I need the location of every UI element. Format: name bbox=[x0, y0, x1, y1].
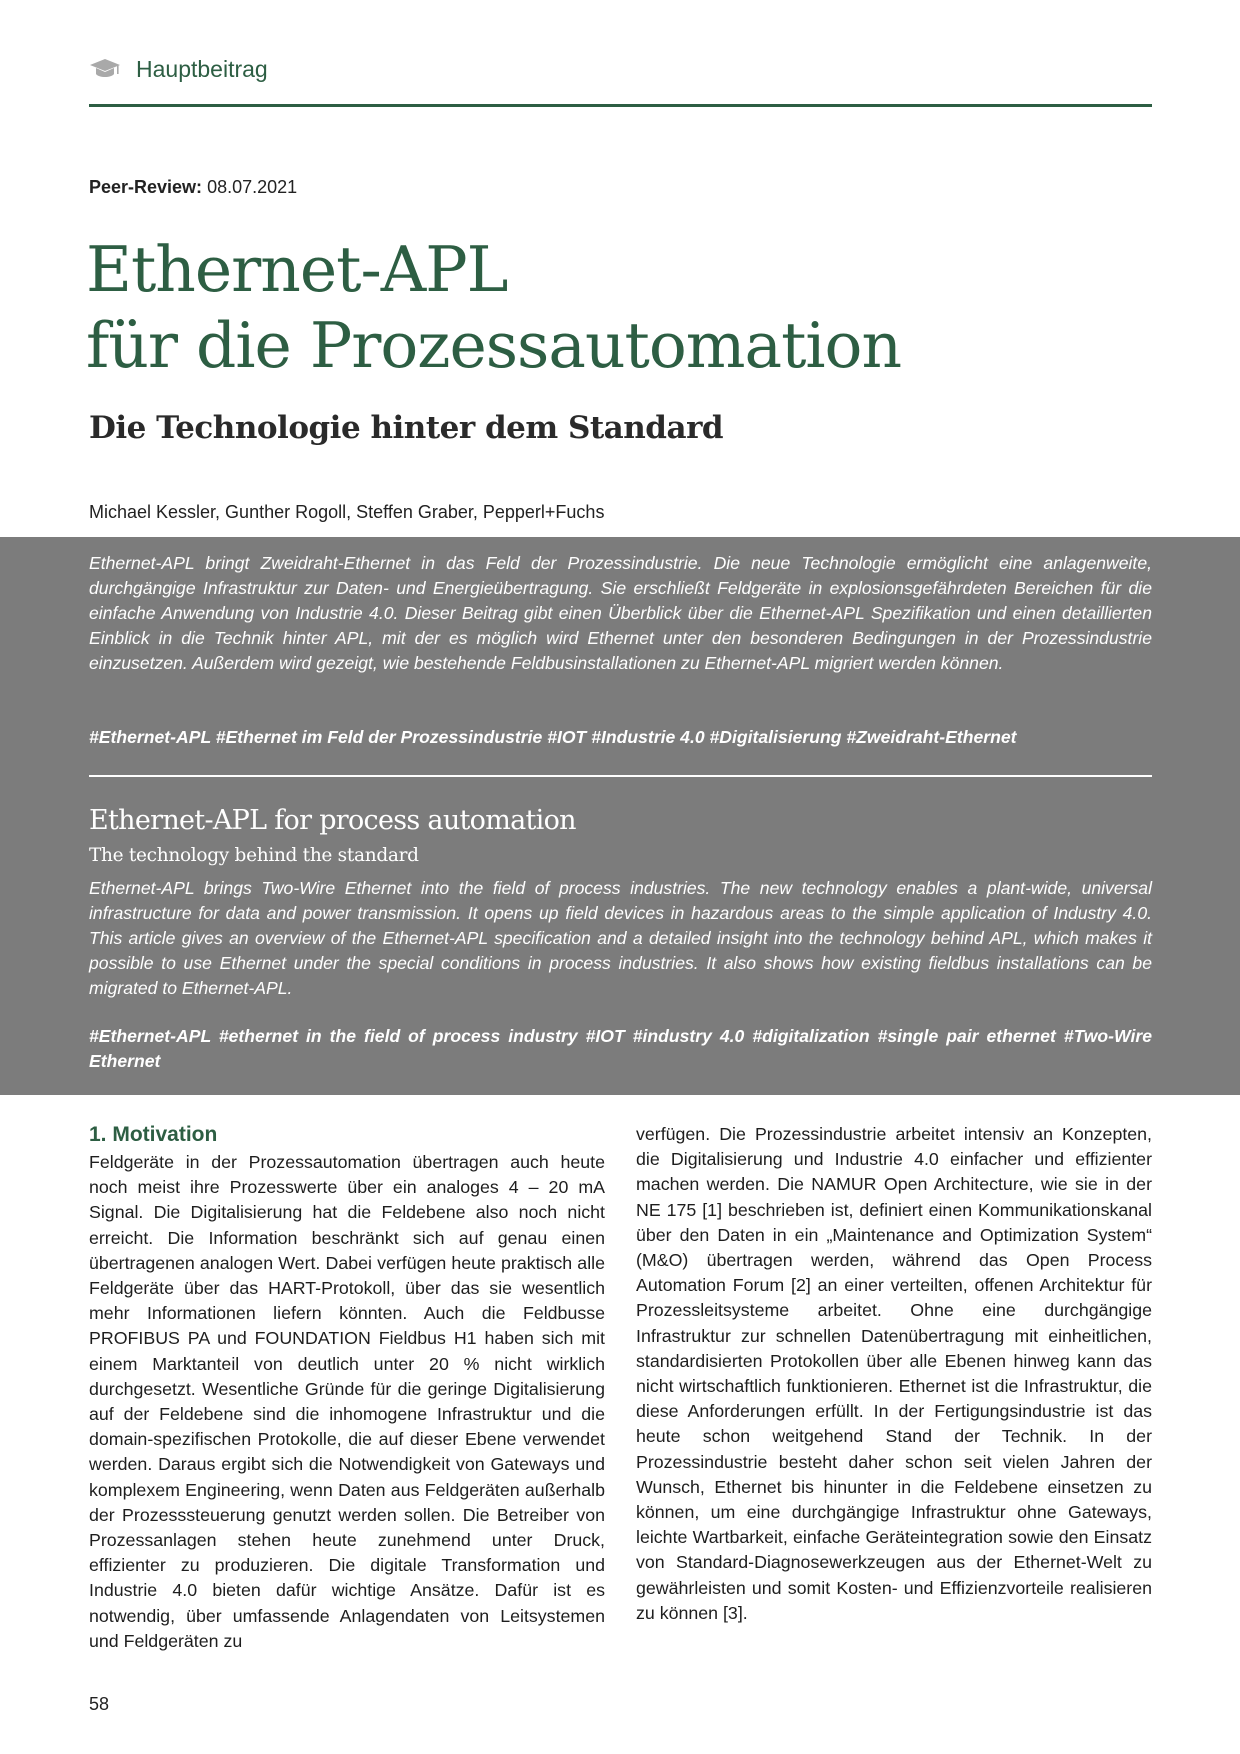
page-number: 58 bbox=[89, 1694, 110, 1714]
title-line-1: Ethernet-APL bbox=[86, 233, 508, 306]
english-subtitle: The technology behind the standard bbox=[89, 845, 419, 866]
section-label: Hauptbeitrag bbox=[136, 56, 268, 82]
peer-review-date: 08.07.2021 bbox=[207, 177, 298, 197]
abstract-divider bbox=[89, 775, 1152, 777]
peer-review-label: Peer-Review: bbox=[89, 177, 203, 197]
article-title bbox=[86, 232, 901, 384]
keywords-english: #Ethernet-APL #ethernet in the field of process industry #IOT #industry 4.0 #digitalization #single pair ethernet #Two-Wire Ethernet bbox=[89, 1026, 1152, 1071]
body-column-left bbox=[89, 1122, 605, 1654]
english-title: Ethernet-APL for process automation bbox=[89, 805, 576, 836]
running-header bbox=[89, 52, 1152, 106]
abstract-german: Ethernet-APL bringt Zweidraht-Ethernet in das Feld der Prozessindustrie. Die neue Technologie ermöglicht eine anlagenweite, durchgängige Infrastruktur zur Daten- und Energieübertragung. Sie erschließt Feldgeräte in explosionsgefährdeten Bereichen für die einfache Anwendung von Industrie 4.0. Dieser Beitrag gibt einen Überblick über die Ethernet-APL Spezifikation und einen detaillierten Einblick in die Technik hinter APL, mit der es möglich wird Ethernet unter den besonderen Bedingungen in der Prozessindustrie einzusetzen. Außerdem wird gezeigt, wie bestehende Feldbusinstallationen zu Ethernet-APL migriert werden können. bbox=[89, 553, 1152, 673]
abstract-english: Ethernet-APL brings Two-Wire Ethernet into the field of process industries. The new technology enables a plant-wide, universal infrastructure for data and power transmission. It opens up field devices in hazardous areas to the simple application of Industry 4.0. This article gives an overview of the Ethernet-APL specification and a detailed insight into the technology behind APL, which makes it possible to use Ethernet under the special conditions in process industries. It also shows how existing fieldbus installations can be migrated to Ethernet-APL. bbox=[89, 878, 1152, 998]
body-paragraph: verfügen. Die Prozessindustrie arbeitet intensiv an Konzepten, die Digitalisierung und Industrie 4.0 einfacher und effizienter machen werden. Die NAMUR Open Architecture, wie sie in der NE 175 [1] beschrieben ist, definiert einen Kommunikationskanal über den Daten in ein „Maintenance and Optimization System“ (M&O) übertragen werden, während das Open Process Automation Forum [2] an einer verteilten, offenen Architektur für Prozessleitsysteme arbeitet. Ohne eine durchgängige Infrastruktur zur schnellen Datenübertragung mit einheitlichen, standardisierten Protokollen über alle Ebenen hinweg kann das nicht wirtschaftlich funktionieren. Ethernet ist die Infrastruktur, die diese Anforderungen erfüllt. In der Fertigungsindustrie ist das heute schon weitgehend Stand der Technik. In der Prozessindustrie besteht daher schon seit vielen Jahren der Wunsch, Ethernet bis hinunter in die Feldebene einsetzen zu können, um eine durchgängige Infrastruktur ohne Gateways, leichte Wartbarkeit, einfache Geräteintegration sowie den Einsatz von Standard-Diagnosewerkzeugen aus der Ethernet-Welt zu gewährleisten und somit Kosten- und Effizienzvorteile realisieren zu können [3]. bbox=[636, 1124, 1152, 1623]
peer-review-line bbox=[89, 177, 297, 198]
graduation-cap-icon bbox=[89, 58, 121, 80]
body-column-right bbox=[636, 1122, 1152, 1626]
title-line-2: für die Prozessautomation bbox=[86, 309, 902, 382]
body-paragraph: Feldgeräte in der Prozessautomation übertragen auch heute noch meist ihre Prozesswerte über ein analoges 4 – 20 mA Signal. Die Digitalisierung hat die Feldebene also noch nicht erreicht. Die Information beschränkt sich auf genau einen übertragenen analogen Wert. Dabei verfügen heute praktisch alle Feldgeräte über das HART-Protokoll, über das sie wesentlich mehr Informationen liefern könnten. Auch die Feldbusse PROFIBUS PA und FOUNDATION Fieldbus H1 haben sich mit einem Marktanteil von deutlich unter 20 % nicht wirklich durchgesetzt. Wesentliche Gründe für die geringe Digitalisierung auf der Feldebene sind die inhomogene Infrastruktur und die domain-spezifischen Protokolle, die auf dieser Ebene verwendet werden. Daraus ergibt sich die Notwendigkeit von Gateways und komplexem Engineering, wenn Daten aus Feldgeräten außerhalb der Prozesssteuerung genutzt werden sollen. Die Betreiber von Prozessanlagen stehen heute zunehmend unter Druck, effizienter zu produzieren. Die digitale Transformation und Industrie 4.0 bieten dafür wichtige Ansätze. Dafür ist es notwendig, über umfassende Anlagendaten von Leitsystemen und Feldgeräten zu bbox=[89, 1152, 605, 1651]
author-line: Michael Kessler, Gunther Rogoll, Steffen Graber, Pepperl+Fuchs bbox=[89, 502, 605, 522]
abstract-panel bbox=[0, 537, 1240, 1095]
header-divider bbox=[89, 104, 1152, 107]
section-heading: 1. Motivation bbox=[89, 1123, 218, 1146]
article-subtitle: Die Technologie hinter dem Standard bbox=[89, 410, 724, 446]
keywords-german: #Ethernet-APL #Ethernet im Feld der Prozessindustrie #IOT #Industrie 4.0 #Digitalisierung #Zweidraht-Ethernet bbox=[89, 727, 1017, 747]
